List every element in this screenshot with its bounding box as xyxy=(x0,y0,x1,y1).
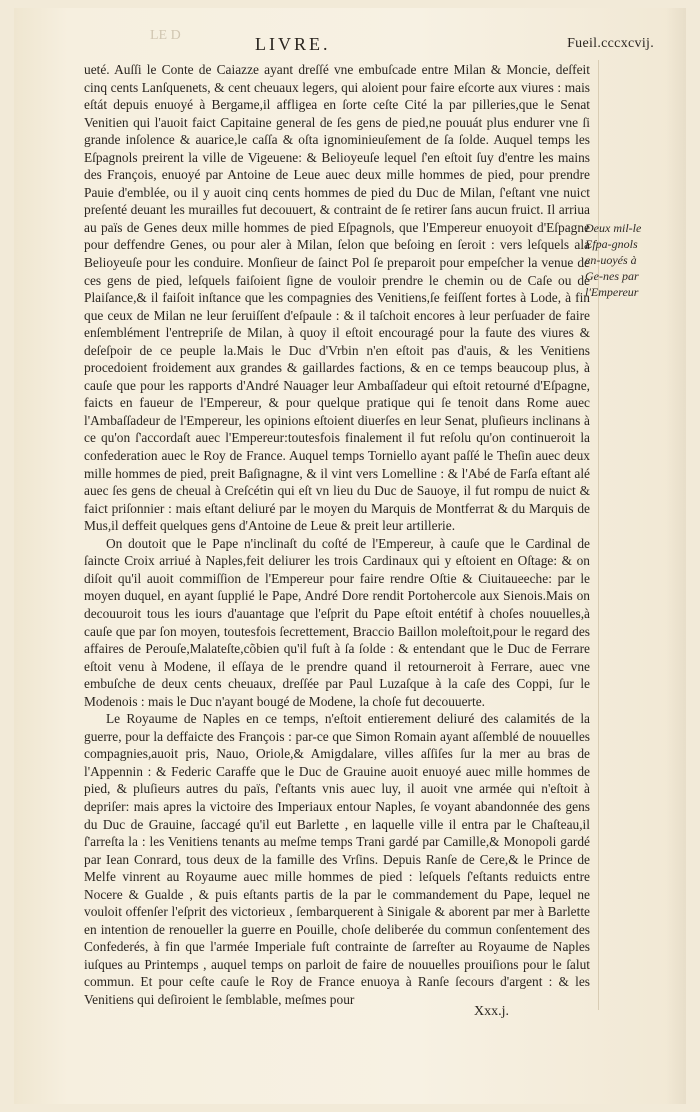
folio-number: Fueil.cccxcvij. xyxy=(567,36,654,51)
catchword: Xxx.j. xyxy=(474,1004,509,1019)
bleed-through-text: LE D xyxy=(150,28,181,43)
marginal-note: Deux mil-le Efpa-gnols en-uoyés à Ge-nes par l'Empereur xyxy=(585,221,642,299)
paragraph: Le Royaume de Naples en ce temps, n'eſtoit entierement deliuré des calamités de la guerre, pour la deffaicte des François : par-ce que Simon Romain ayant aſſemblé de nouuelles compagnies,auoit pris, Nauo, Oriole,& Amigdalare, villes aſſiſes ſur la mer au bras de l'Appennin : & Federic Caraffe que le Duc de Grauine auoit enuoyé auec mille hommes de pied, & pluſieurs autres du païs, ſ'eſtants vnis auec luy, il auoit vne armée qui n'eſtoit à depriſer: mais apres la victoire des Imperiaux entour Naples, ſe voyant abandonnée des gens du Duc de Grauine, ſaccagé qu'il eut Barlette , en laquelle ville il entra par le Chaſteau,il ſ'arreſta la : les Venitiens tenants au meſme temps Trani gardé par Camille,& Monopoli gardé par Iean Conrard, tous deux de la famille des Vrſins. Depuis Ranſe de Cere,& le Prince de Melfe vinrent au Royaume auec mille hommes de pied : leſquels ſ'eſtants reduicts entre Nocere & Gualde , & puis eſtants partis de la par le commandement du Pape, lequel ne vouloit offenſer l'eſprit des victorieux , ſembarquerent à Sinigale & aborent par mer à Barlette en intention de renoueller la guerre en Pouille, choſe deliberée du commun conſentement des Confederés, à fin que l'armée Imperiale fuſt contrainte de ſarreſter au Royaume de Naples iuſques au Printemps , auquel temps on parloit de faire de nouuelles prouiſions pour le ſalut commun. Et pour ceſte cauſe le Roy de France enuoya à Ranſe ſecours d'argent : & les Venitiens qui deſiroient le ſemblable, meſmes pour xyxy=(84,711,590,1007)
main-text xyxy=(84,61,590,1009)
running-head xyxy=(195,34,654,56)
paragraph: On doutoit que le Pape n'inclinaſt du coſté de l'Empereur, à cauſe que le Cardinal de ſaincte Croix arriué à Naples,feit deliurer les trois Cardinaux qui y eſtoient en Oſtage: & on diſoit qu'il auoit commiſſion de l'Empereur pour faire rendre Oſtie & Ciuitaueeche: par le moyen duquel, en ayant ſupplié le Pape, André Dore rendit Portohercole aux Sienois.Mais on decouuroit tous les iours d'auantage que l'eſprit du Pape eſtoit entétif à choſes nouuelles,à cauſe que par ſon moyen, toutesfois ſecrettement, Braccio Baillon moleſtoit,pour le regard des affaires de Perouſe,Malateſte,cõbien qu'il fuſt à ſa ſolde : & entendant que le Duc de Ferrare eſtoit venu à Modene, il eſſaya de le prendre quand il retourneroit à Ferrare, auec vne embuſche de deux cents cheuaux, dreſſée par Paul Luzaſque à la caſe des Coppi, ſur le Modenois : mais le Duc n'ayant bougé de Modene, la choſe fut decouuerte. xyxy=(84,535,590,709)
paragraph: ueté. Auſſi le Conte de Caiazze ayant dreſſé vne embuſcade entre Milan & Moncie, deſfeit cinq cents Lanſquenets, & cent cheuaux legers, qui aloient pour faire eſcorte aux viures : mais eſtát depuis enuoyé à Bergame,il affligea en ſorte ceſte Cité la par pilleries,que le Senat Venitien qui l'auoit faict Capitaine general de ſes gens de pied,ne pouuát plus endurer vne ſi grande inſolence & auarice,le caſſa & oſta ignominieuſement de ſa ſolde. Auquel temps les Eſpagnols preirent la ville de Vigeuene: & Belioyeuſe lequel ſ'en eſtoit ſuy d'entre les mains des François, enuoyé par Antoine de Leue auec deux mille hommes de pied, pour prendre Pauie d'emblée, ou il y auoit cinq cents hommes de pied du Duc de Milan, ſ'eſtant vne nuict preſenté deuant les murailles fut decouuert, & contraint de ſe retirer ſans aucun fruict. Il arriua au païs de Genes deux mille hommes de pied Eſpagnols, que l'Empereur enuoyoit d'Eſpagne pour deffendre Genes, ou pour aler à Milan, ſelon que beſoing en ſeroit : vers leſquels ala Belioyeuſe pour les conduire. Monſieur de ſainct Pol ſe preparoit pour empeſcher la venue de ces gens de pied, leſquels faiſoient ſigne de vouloir prendre le chemin ou de Caſe ou de Plaiſance,& il faiſoit inſtance que les compagnies des Venitiens,ſe feiſſent fortes à Lode, à fin que ceux de Milan ne leur ſeruiſſent d'eſpaule : & il taſchoit encores à leur perſuader de faire enſemblément l'entrepriſe de Milan, à quoy il eſtoit encouragé pour la faute des viures & deſeſpoir de ce peuple la.Mais le Duc d'Vrbin n'en eſtoit pas d'auis, & les Venitiens procedoient froidement aux grandes & gaillardes factions, & en ce temps beaucoup plus, à cauſe que pour les rapports d'André Nauager leur Ambaſſadeur qui eſtoit retourné d'Eſpagne, faicts en faueur de l'Empereur, & pour quelque pratique qui ſe tenoit dans Rome auec l'Ambaſſadeur de l'Empereur, les opinions eſtoient diuerſes en leur Senat, pluſieurs inclinans à ce qu'on ſ'accordaſt auec l'Empereur:toutesfois finalement il fut reſolu qu'on continueroit la confederation auec le Roy de France. Auquel temps Torniello ayant paſſé le Theſin auec deux mille hommes de pied, preit Baſignagne, & il vint vers Lomelline : & l'Abé de Farſa eſtant alé auec ſes gens de cheual à Creſcétin qui eſt vn lieu du Duc de Sauoye, il fut rompu de nuict & faict priſonnier : mais eſtant deliuré par le moyen du Marquis de Montferrat & du Marquis de Mus,il deffeit quelques gens d'Antoine de Leue & preit leur artillerie. xyxy=(84,62,590,534)
running-title: LIVRE. xyxy=(255,34,331,54)
page-edge-shadow xyxy=(666,8,686,1104)
margin-rule xyxy=(598,60,599,1010)
